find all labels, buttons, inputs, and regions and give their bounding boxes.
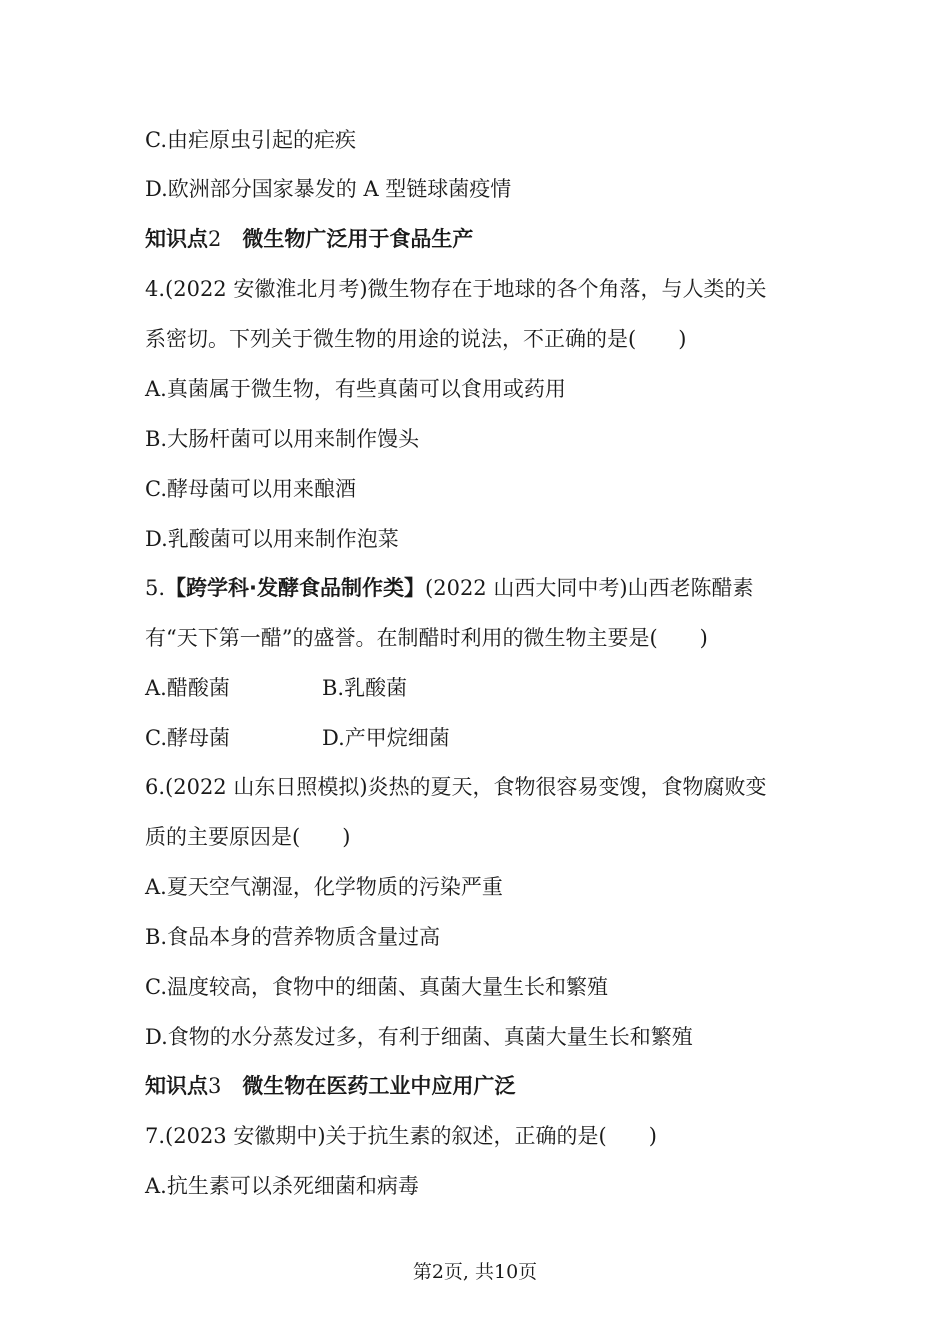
q5-number: 5. [145, 576, 166, 600]
q6-option-c: C.温度较高，食物中的细菌、真菌大量生长和繁殖 [145, 975, 608, 999]
q4-stem-line1: 4.(2022 安徽淮北月考)微生物存在于地球的各个角落，与人类的关 [145, 277, 767, 301]
q6-option-b: B.食品本身的营养物质含量过高 [145, 925, 441, 949]
q5-option-c: C.酵母菌 [145, 726, 230, 750]
q5-category-tag: 【跨学科·发酵食品制作类】 [165, 576, 426, 600]
q5-option-d: D.产甲烷细菌 [322, 726, 450, 750]
q6-option-a: A.夏天空气潮湿，化学物质的污染严重 [145, 875, 503, 899]
page-footer: 第2页, 共10页 [412, 1261, 538, 1283]
q3-option-c: C.由疟原虫引起的疟疾 [145, 128, 356, 152]
knowledge-point-3-heading [145, 1071, 515, 1101]
knowledge-point-2-heading [145, 224, 473, 254]
q4-option-b: B.大肠杆菌可以用来制作馒头 [145, 427, 420, 451]
kp3-title: 微生物在医药工业中应用广泛 [242, 1074, 516, 1098]
q4-option-a: A.真菌属于微生物，有些真菌可以食用或药用 [145, 377, 566, 401]
q7-option-a: A.抗生素可以杀死细菌和病毒 [145, 1174, 419, 1198]
kp2-prefix: 知识点 [145, 227, 208, 251]
q4-stem-line2: 系密切。下列关于微生物的用途的说法，不正确的是( ) [145, 327, 687, 351]
q5-option-b: B.乳酸菌 [322, 676, 408, 700]
kp2-title: 微生物广泛用于食品生产 [242, 227, 474, 251]
q6-option-d: D.食物的水分蒸发过多，有利于细菌、真菌大量生长和繁殖 [145, 1025, 693, 1049]
kp2-number: 2 [208, 227, 222, 251]
q5-stem-text: (2022 山西大同中考)山西老陈醋素 [425, 576, 754, 600]
q5-options-row1 [145, 673, 845, 703]
kp3-prefix: 知识点 [145, 1074, 208, 1098]
q6-stem-line2: 质的主要原因是( ) [145, 825, 351, 849]
q5-option-a: A.醋酸菌 [145, 676, 230, 700]
q5-stem-line1 [145, 573, 754, 603]
q5-stem-line2: 有“天下第一醋”的盛誉。在制醋时利用的微生物主要是( ) [145, 626, 708, 650]
q5-options-row2 [145, 723, 845, 753]
q4-option-c: C.酵母菌可以用来酿酒 [145, 477, 356, 501]
q4-option-d: D.乳酸菌可以用来制作泡菜 [145, 527, 399, 551]
q3-option-d: D.欧洲部分国家暴发的 A 型链球菌疫情 [145, 177, 512, 201]
q6-stem-line1: 6.(2022 山东日照模拟)炎热的夏天，食物很容易变馊，食物腐败变 [145, 775, 767, 799]
q7-stem-line1: 7.(2023 安徽期中)关于抗生素的叙述，正确的是( ) [145, 1124, 657, 1148]
kp3-number: 3 [208, 1074, 222, 1098]
